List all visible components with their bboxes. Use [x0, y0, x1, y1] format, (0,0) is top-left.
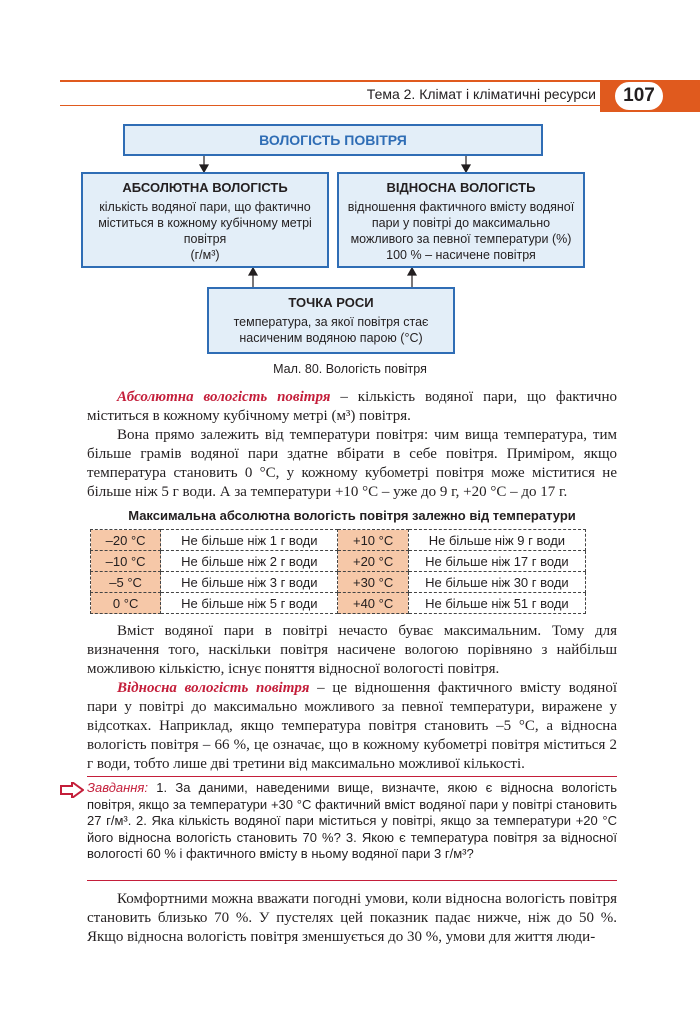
term-relative-humidity: Відносна вологість повітря [117, 680, 310, 696]
absolute-humidity-title: АБСОЛЮТНА ВОЛОГІСТЬ [122, 180, 288, 195]
value-cell: Не більше ніж 1 г води [161, 530, 338, 551]
arrow-head-dew-absolute [249, 268, 257, 275]
dew-point-box [207, 287, 455, 354]
value-cell: Не більше ніж 3 г води [161, 572, 338, 593]
relative-humidity-box [337, 172, 585, 268]
table-row [91, 530, 586, 551]
temperature-cell: +10 °С [338, 530, 408, 551]
value-cell: Не більше ніж 2 г води [161, 551, 338, 572]
value-cell: Не більше ніж 5 г води [161, 593, 338, 614]
figure-caption: Мал. 80. Вологість повітря [273, 362, 427, 376]
paragraph-relative-definition [87, 679, 617, 774]
task-rule-top [87, 776, 617, 777]
diagram-main-title: ВОЛОГІСТЬ ПОВІТРЯ [259, 132, 407, 148]
temperature-cell: +30 °С [338, 572, 408, 593]
arrow-head-relative [462, 165, 470, 172]
temperature-cell: –10 °С [91, 551, 161, 572]
temperature-cell: –20 °С [91, 530, 161, 551]
dew-point-line: насиченим водяною парою (°С) [239, 331, 423, 345]
relative-humidity-line: пари у повітрі до максимально [371, 216, 551, 230]
value-cell: Не більше ніж 30 г води [408, 572, 585, 593]
paragraph-relative-intro: Вміст водяної пари в повітрі нечасто буває максимальним. Тому для визначення того, наскільки повітря насичене вологою порівняно з найбільш можливою кількістю, існує поняття відносної вологості повітря. [87, 623, 617, 677]
page-number: 107 [613, 80, 665, 112]
absolute-humidity-unit: (г/м³) [190, 248, 220, 262]
absolute-humidity-line: кількість водяної пари, що фактично [99, 200, 311, 214]
task-text: 1. За даними, наведеними вище, визначте, якою є відносна вологість повітря, якщо за температури +30 °С фактичний вміст водяної пари у повітрі становить 27 г/м³. 2. Яка кількість водяної пари міститься у повітрі, якщо за температури +20 °С його відносна вологість становить 70 %? 3. Якою є температура повітря за відносної вологості 60 % і фактичного вмісту в ньому водяної пари 3 г/м³? [87, 780, 617, 861]
value-cell: Не більше ніж 9 г води [408, 530, 585, 551]
temperature-cell: –5 °С [91, 572, 161, 593]
absolute-humidity-box [81, 172, 329, 268]
temperature-cell: +40 °С [338, 593, 408, 614]
relative-humidity-line: 100 % – насичене повітря [386, 248, 536, 262]
arrow-head-dew-relative [408, 268, 416, 275]
humidity-table [90, 529, 586, 614]
definition-text: – це відношення фактичного вмісту водяної пари у повітрі до максимально можливого за певної температури, виражене у відсотках. Наприклад, якщо температура повітря становить –5 °С, а відносна вологість повітря – 66 %, це означає, що в кожному кубометрі повітря міститься 2 г води, тобто лише дві третини від максимально можливої кількості. [87, 680, 617, 772]
table-row [91, 551, 586, 572]
task-label: Завдання: [87, 780, 148, 795]
term-absolute-humidity: Абсолютна вологість повітря [117, 389, 331, 405]
absolute-humidity-line: повітря [183, 232, 227, 246]
relative-humidity-line: можливого за певної температури (%) [350, 232, 572, 246]
arrow-head-absolute [200, 165, 208, 172]
task-block [87, 780, 617, 863]
paragraph-absolute-definition [87, 388, 617, 426]
table-title: Максимальна абсолютна вологість повітря залежно від температури [128, 508, 576, 523]
absolute-humidity-line: міститься в кожному кубічному метрі [98, 216, 312, 230]
table-row [91, 572, 586, 593]
definition-text: – кількість водяної пари, що фактично міститься в кожному кубічному метрі (м³) повітря. [87, 389, 617, 424]
temperature-cell: 0 °С [91, 593, 161, 614]
dew-point-line: температура, за якої повітря стає [233, 315, 429, 329]
paragraph-temperature-dependence: Вона прямо залежить від температури повітря: чим вища температура, тим більше грамів водяної пари здатне вбірати в себе повітря. Приміром, якщо температура становить 0 °С, у кожному кубометрі повітря може міститися не більше ніж 5 г води. А за температури +10 °С – уже до 9 г, +20 °С – до 17 г. [87, 427, 617, 500]
value-cell: Не більше ніж 17 г води [408, 551, 585, 572]
table-row [91, 593, 586, 614]
relative-humidity-title: ВІДНОСНА ВОЛОГІСТЬ [386, 180, 536, 195]
dew-point-title: ТОЧКА РОСИ [288, 295, 374, 310]
relative-humidity-line: відношення фактичного вмісту водяної [347, 200, 575, 214]
temperature-cell: +20 °С [338, 551, 408, 572]
task-rule-bottom [87, 880, 617, 881]
value-cell: Не більше ніж 51 г води [408, 593, 585, 614]
chapter-title: Тема 2. Клімат і кліматичні ресурси [366, 86, 596, 102]
paragraph-comfort: Комфортними можна вважати погодні умови, коли відносна вологість повітря становить близько 70 %. У пустелях цей показник падає нижче, ніж до 50 %. Якщо відносна вологість повітря зменшується до 30 %, умови для життя люди- [87, 891, 617, 945]
arrow-right-icon [60, 782, 84, 798]
